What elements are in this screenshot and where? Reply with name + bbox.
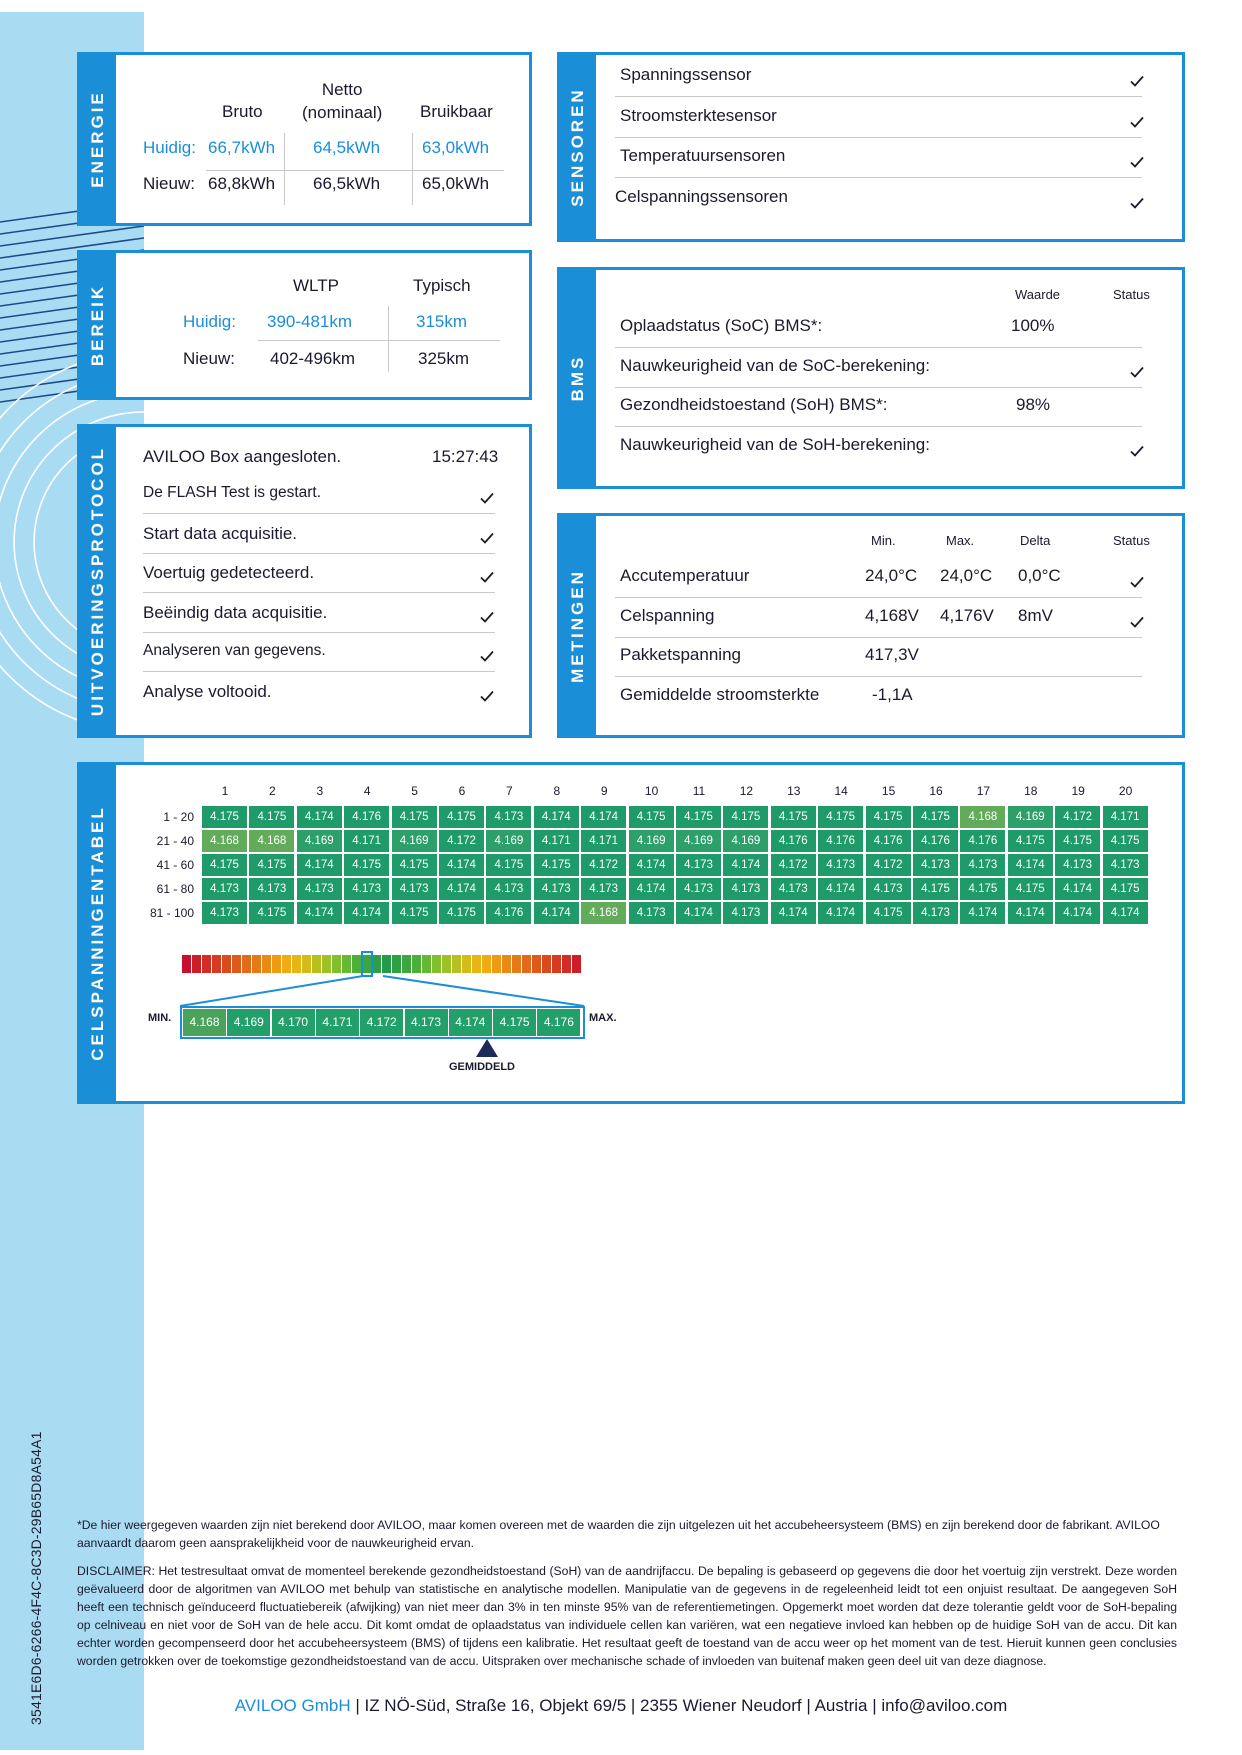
cell-voltage: 4.175 (818, 806, 864, 828)
col-waarde: Waarde (1015, 287, 1061, 302)
footer-address: | IZ NÖ-Süd, Straße 16, Objekt 69/5 | 2355 Wiener Neudorf | Austria | info@aviloo.com (350, 1696, 1008, 1715)
divider (615, 676, 1142, 677)
cell-voltage: 4.175 (1055, 830, 1101, 852)
cell-voltage: 4.174 (818, 878, 864, 900)
scale-segment (472, 955, 481, 973)
scale-value: 4.169 (227, 1009, 271, 1036)
column-header: 3 (316, 784, 324, 798)
protocol-step: Beëindig data acquisitie. (143, 602, 328, 622)
cell-voltage: 4.173 (771, 878, 817, 900)
col-max: Max. (946, 533, 975, 548)
cell-voltage: 4.176 (771, 830, 817, 852)
column-header: 9 (600, 784, 608, 798)
scale-segment (352, 955, 361, 973)
divider (143, 553, 495, 554)
cell-voltage: 4.175 (723, 806, 769, 828)
col-bruto: Bruto (222, 102, 263, 121)
scale-segment (462, 955, 471, 973)
cell-voltage: 4.174 (297, 854, 343, 876)
scale-segment (422, 955, 431, 973)
document-id: 3541E6D6-6266-4F4C-8C3D-29B65D8A54A1 (28, 1431, 44, 1725)
cell-voltage: 4.173 (676, 854, 722, 876)
scale-segment (342, 955, 351, 973)
column-header: 17 (976, 784, 991, 798)
cell-voltage: 4.172 (771, 854, 817, 876)
column-header: 13 (787, 784, 801, 798)
cell-voltage: 4.175 (913, 878, 959, 900)
divider (143, 671, 495, 672)
col-wltp: WLTP (293, 276, 339, 295)
cell-voltage: 4.174 (297, 806, 343, 828)
cell-voltage: 4.173 (1103, 854, 1149, 876)
cell-voltage: 4.174 (629, 854, 675, 876)
cell-voltage: 4.175 (1008, 878, 1054, 900)
divider (388, 306, 389, 372)
column-header: 5 (411, 784, 418, 798)
footnote: *De hier weergegeven waarden zijn niet berekend door AVILOO, maar komen overeen met de waarden die zijn uitgelezen uit het accubeheersysteem (BMS) en zijn berekend door de fabrikant. AVILOO aanvaardt daarom geen aansprakelijkheid voor de nauwkeurigheid ervan. (77, 1518, 1160, 1550)
celspanning-title: CELSPANNINGENTABEL (88, 805, 107, 1061)
col-bruikbaar: Bruikbaar (420, 102, 493, 121)
checkmark-icon (1129, 614, 1145, 630)
sensoren-panel (557, 52, 1185, 242)
cell-voltage: 4.175 (344, 854, 390, 876)
column-header: 4 (363, 784, 371, 798)
bms-row-value: 98% (1016, 395, 1051, 414)
scale-segment (222, 955, 231, 973)
cell-voltage: 4.175 (534, 854, 580, 876)
scale-segment (492, 955, 501, 973)
cell-voltage: 4.174 (344, 902, 390, 924)
divider (615, 387, 1142, 388)
checkmark-icon (1129, 195, 1145, 211)
cell-voltage: 4.176 (960, 830, 1006, 852)
scale-segment (282, 955, 291, 973)
protocol-step: Voertuig gedetecteerd. (143, 563, 315, 582)
bms-row-label: Nauwkeurigheid van de SoH-berekening: (620, 434, 930, 454)
cell-voltage: 4.174 (1008, 854, 1054, 876)
scale-segment (192, 955, 201, 973)
cell-voltage: 4.176 (344, 806, 390, 828)
cell-voltage: 4.174 (723, 854, 769, 876)
column-header: 8 (553, 784, 561, 798)
huidig-bruikbaar: 63,0kWh (422, 138, 490, 157)
cell-voltage: 4.174 (676, 902, 722, 924)
divider (615, 347, 1142, 348)
cell-voltage: 4.169 (1008, 806, 1054, 828)
huidig-wltp: 390-481km (267, 312, 353, 331)
energie-label-band (80, 55, 116, 223)
protocol-header: AVILOO Box aangesloten. (143, 447, 342, 466)
cell-voltage: 4.173 (913, 854, 959, 876)
cell-voltage: 4.175 (771, 806, 817, 828)
checkmark-icon (1129, 364, 1145, 380)
cell-voltage: 4.175 (392, 854, 438, 876)
column-header: 16 (929, 784, 943, 798)
average-marker-icon (476, 1039, 498, 1057)
scale-segment (572, 955, 581, 973)
bms-row-value: 100% (1011, 316, 1055, 335)
cell-voltage: 4.168 (249, 830, 295, 852)
cell-voltage: 4.175 (486, 854, 532, 876)
meting-label: Celspanning (620, 605, 715, 625)
cell-voltage: 4.169 (723, 830, 769, 852)
footer (0, 1696, 1242, 1716)
row-header: 41 - 60 (156, 858, 194, 872)
cell-voltage: 4.173 (913, 902, 959, 924)
cell-voltage: 4.173 (202, 878, 248, 900)
cell-voltage: 4.168 (960, 806, 1006, 828)
divider (206, 170, 504, 171)
row-huidig-label: Huidig: (143, 138, 196, 157)
sensoren-label-band (560, 55, 596, 239)
scale-segment (252, 955, 261, 973)
scale-value: 4.176 (537, 1009, 581, 1036)
cell-voltage: 4.176 (913, 830, 959, 852)
cell-voltage: 4.176 (818, 830, 864, 852)
cell-voltage: 4.175 (960, 878, 1006, 900)
meting-label: Pakketspanning (620, 645, 741, 664)
scale-segment (432, 955, 441, 973)
checkmark-icon (1129, 154, 1145, 170)
scale-segment (412, 955, 421, 973)
cell-voltage: 4.174 (534, 806, 580, 828)
footer-brand: AVILOO GmbH (234, 1696, 351, 1715)
cell-voltage: 4.169 (486, 830, 532, 852)
checkmark-icon (479, 569, 495, 585)
sensor-item: Celspanningssensoren (615, 186, 788, 206)
scale-segment (332, 955, 341, 973)
metingen-panel (557, 513, 1185, 738)
column-header: 7 (506, 784, 513, 798)
nieuw-typisch: 325km (418, 349, 470, 368)
cell-voltage: 4.174 (581, 806, 627, 828)
cell-voltage: 4.169 (629, 830, 675, 852)
cell-voltage: 4.173 (960, 854, 1006, 876)
max-label: MAX. (589, 1012, 617, 1024)
divider (258, 340, 500, 341)
cell-voltage: 4.174 (1055, 902, 1101, 924)
row-nieuw-label: Nieuw: (183, 349, 235, 368)
divider (615, 426, 1142, 427)
row-header: 21 - 40 (156, 834, 194, 848)
cell-voltage: 4.175 (202, 854, 248, 876)
scale-segment (242, 955, 251, 973)
col-delta: Delta (1020, 533, 1051, 548)
column-header: 1 (221, 784, 229, 798)
meting-min: 417,3V (865, 645, 919, 664)
cell-voltage: 4.174 (1008, 902, 1054, 924)
huidig-typisch: 315km (416, 312, 468, 331)
meting-delta: 0,0°C (1018, 566, 1061, 585)
scale-segment (322, 955, 331, 973)
scale-segment (402, 955, 411, 973)
col-min: Min. (871, 533, 896, 548)
protocol-step: De FLASH Test is gestart. (143, 484, 322, 501)
disclaimer: DISCLAIMER: Het testresultaat omvat de momenteel berekende gezondheidstoestand (SoH) van de aandrijfaccu. De bepaling is gebaseerd op gegevens die door het voertuig zijn verstrekt. Deze worden geëvalueerd door de algoritmen van AVILOO met behulp van statistische en analytische modellen. Manipulatie van de gegevens in de regeleenheid leidt tot een onjuist resultaat. De aangegeven SoH heeft een technisch geïnduceerd fluctuatiebereik (afwijking) van niet meer dan 3% in ten minste 95% van de referentiemetingen. Opgemerkt moet worden dat deze tolerantie geldt voor de SoH-bepaling op celniveau en niet voor de SoH van de hele accu. Dit komt omdat de oplaadstatus van individuele cellen kan variëren, wat een negatieve invloed kan hebben op de huidige SoH van de accu. Dit kan echter worden gecompenseerd door het accubeheersysteem (BMS) of tijdens een kalibratie. Het resultaat geeft de toestand van de accu weer op het moment van de test. Hieruit kunnen geen conclusies worden getrokken over de toekomstige gezondheidstoestand van de accu. Uitspraken over mechanische schade of invloeden van buitenaf maken geen deel uit van deze diagnose. (77, 1564, 1177, 1668)
checkmark-icon (479, 530, 495, 546)
bereik-label-band (80, 253, 116, 397)
column-header: 2 (269, 784, 276, 798)
metingen-label-band (560, 516, 596, 735)
scale-segment (272, 955, 281, 973)
divider (143, 592, 495, 593)
cell-voltage: 4.174 (818, 902, 864, 924)
divider (615, 597, 1142, 598)
protocol-title: UITVOERINGSPROTOCOL (88, 445, 107, 717)
cell-voltage: 4.175 (439, 902, 485, 924)
huidig-netto: 64,5kWh (313, 138, 381, 157)
meting-delta: 8mV (1018, 605, 1053, 625)
scale-segment (392, 955, 401, 973)
cell-voltage: 4.175 (629, 806, 675, 828)
bereik-panel (77, 250, 532, 400)
meting-min: -1,1A (872, 684, 913, 704)
cell-voltage: 4.169 (392, 830, 438, 852)
sensor-item: Temperatuursensoren (620, 146, 786, 165)
bms-label-band (560, 270, 596, 486)
cell-voltage: 4.173 (723, 878, 769, 900)
protocol-step: Analyse voltooid. (143, 681, 272, 701)
cell-voltage: 4.173 (723, 902, 769, 924)
nieuw-wltp: 402-496km (270, 349, 356, 368)
sensor-item: Spanningssensor (620, 65, 752, 84)
energie-panel (77, 52, 532, 226)
cell-voltage: 4.175 (1103, 878, 1149, 900)
scale-segment (522, 955, 531, 973)
checkmark-icon (1129, 114, 1145, 130)
checkmark-icon (1129, 73, 1145, 89)
divider (615, 637, 1142, 638)
cell-voltage: 4.169 (297, 830, 343, 852)
column-header: 15 (881, 784, 896, 798)
row-huidig-label: Huidig: (183, 312, 236, 331)
cell-voltage: 4.175 (392, 806, 438, 828)
column-header: 20 (1118, 784, 1133, 798)
cell-voltage: 4.175 (439, 806, 485, 828)
cell-voltage: 4.175 (392, 902, 438, 924)
nieuw-netto: 66,5kWh (313, 174, 381, 193)
cell-voltage: 4.173 (202, 902, 248, 924)
cell-voltage: 4.175 (249, 806, 295, 828)
row-header: 61 - 80 (156, 882, 194, 896)
cell-voltage: 4.174 (1103, 902, 1149, 924)
scale-segment (382, 955, 391, 973)
scale-segment (202, 955, 211, 973)
scale-value: 4.168 (183, 1009, 227, 1036)
protocol-time: 15:27:43 (432, 447, 499, 466)
scale-segment (262, 955, 271, 973)
cell-voltage: 4.175 (913, 806, 959, 828)
scale-segment (502, 955, 511, 973)
cell-voltage: 4.174 (1055, 878, 1101, 900)
scale-segment (312, 955, 321, 973)
scale-value: 4.175 (493, 1009, 537, 1036)
cell-voltage: 4.175 (202, 806, 248, 828)
scale-segment (542, 955, 551, 973)
column-header: 14 (834, 784, 848, 798)
scale-value: 4.174 (449, 1009, 493, 1036)
bms-row-label: Nauwkeurigheid van de SoC-berekening: (620, 355, 930, 375)
bms-row-label: Oplaadstatus (SoC) BMS*: (620, 316, 823, 335)
bms-row-label: Gezondheidstoestand (SoH) BMS*: (620, 395, 888, 414)
cell-voltage: 4.176 (486, 902, 532, 924)
checkmark-icon (1129, 443, 1145, 459)
cell-voltage: 4.171 (534, 830, 580, 852)
cell-voltage: 4.172 (439, 830, 485, 852)
checkmark-icon (479, 648, 495, 664)
cell-voltage: 4.173 (249, 878, 295, 900)
scale-value: 4.170 (272, 1009, 316, 1036)
col-status: Status (1113, 287, 1150, 302)
scale-segment (452, 955, 461, 973)
checkmark-icon (1129, 574, 1145, 590)
meting-min: 4,168V (865, 605, 919, 625)
cell-voltage: 4.175 (1103, 830, 1149, 852)
row-header: 1 - 20 (163, 810, 194, 824)
cell-voltage: 4.175 (866, 902, 912, 924)
column-header: 6 (458, 784, 466, 798)
uitvoeringsprotocol-panel (77, 424, 532, 738)
cell-voltage: 4.173 (344, 878, 390, 900)
cell-voltage: 4.171 (1103, 806, 1149, 828)
protocol-label-band (80, 427, 116, 735)
celspanning-label-band (80, 765, 116, 1101)
col-netto: Netto (nominaal) (302, 80, 383, 122)
bereik-title: BEREIK (88, 283, 107, 367)
cell-voltage: 4.173 (486, 878, 532, 900)
cell-voltage: 4.174 (439, 854, 485, 876)
scale-segment (512, 955, 521, 973)
scale-segment (372, 955, 381, 973)
protocol-step: Analyseren van gegevens. (143, 642, 326, 659)
cell-voltage: 4.175 (866, 806, 912, 828)
meting-min: 24,0°C (865, 566, 918, 585)
col-status: Status (1113, 533, 1150, 548)
meting-max: 24,0°C (940, 566, 993, 585)
checkmark-icon (479, 609, 495, 625)
cell-voltage: 4.173 (629, 902, 675, 924)
sensoren-title: SENSOREN (568, 87, 587, 207)
column-header: 12 (739, 784, 754, 798)
column-header: 11 (692, 784, 706, 798)
col-typisch: Typisch (413, 276, 471, 295)
cell-voltage: 4.174 (439, 878, 485, 900)
cell-voltage: 4.172 (581, 854, 627, 876)
divider (615, 177, 1142, 178)
scale-value: 4.173 (405, 1009, 449, 1036)
cell-voltage: 4.173 (866, 878, 912, 900)
scale-segment (292, 955, 301, 973)
nieuw-bruto: 68,8kWh (208, 174, 276, 193)
row-nieuw-label: Nieuw: (143, 174, 195, 193)
cell-voltage: 4.174 (771, 902, 817, 924)
column-header: 18 (1024, 784, 1038, 798)
cell-voltage: 4.173 (676, 878, 722, 900)
scale-segment (232, 955, 241, 973)
divider (143, 513, 495, 514)
cell-voltage: 4.173 (818, 854, 864, 876)
checkmark-icon (479, 688, 495, 704)
min-label: MIN. (148, 1012, 172, 1024)
scale-segment (302, 955, 311, 973)
cell-voltage: 4.171 (344, 830, 390, 852)
row-header: 81 - 100 (149, 906, 194, 920)
scale-segment (532, 955, 541, 973)
cell-voltage: 4.173 (297, 878, 343, 900)
divider (412, 133, 413, 205)
bms-title: BMS (568, 354, 587, 402)
average-label: GEMIDDELD (449, 1061, 515, 1073)
column-header: 10 (644, 784, 659, 798)
cell-voltage: 4.171 (581, 830, 627, 852)
cell-voltage: 4.168 (581, 902, 627, 924)
scale-value: 4.171 (316, 1009, 360, 1036)
huidig-bruto: 66,7kWh (208, 138, 276, 157)
cell-voltage: 4.173 (1055, 854, 1101, 876)
scale-value: 4.172 (360, 1009, 404, 1036)
cell-voltage: 4.174 (960, 902, 1006, 924)
meting-label: Gemiddelde stroomsterkte (620, 684, 820, 704)
scale-connector (180, 972, 600, 1008)
metingen-title: METINGEN (568, 568, 587, 683)
energie-title: ENERGIE (88, 90, 107, 188)
cell-voltage: 4.168 (202, 830, 248, 852)
cell-voltage: 4.174 (534, 902, 580, 924)
scale-segment (482, 955, 491, 973)
divider (615, 137, 1142, 138)
meting-label: Accutemperatuur (620, 566, 750, 585)
cell-voltage: 4.173 (581, 878, 627, 900)
checkmark-icon (479, 490, 495, 506)
divider (284, 133, 285, 205)
cell-voltage: 4.174 (297, 902, 343, 924)
nieuw-bruikbaar: 65,0kWh (422, 174, 490, 193)
sensor-item: Stroomsterktesensor (620, 105, 777, 125)
bms-panel (557, 267, 1185, 489)
cell-voltage: 4.175 (1008, 830, 1054, 852)
protocol-step: Start data acquisitie. (143, 523, 298, 543)
cell-voltage: 4.173 (534, 878, 580, 900)
cell-voltage: 4.173 (486, 806, 532, 828)
meting-max: 4,176V (940, 605, 994, 625)
scale-segment (552, 955, 561, 973)
divider (615, 96, 1142, 97)
cell-voltage: 4.175 (249, 854, 295, 876)
cell-voltage: 4.169 (676, 830, 722, 852)
scale-segment (212, 955, 221, 973)
cell-voltage: 4.174 (629, 878, 675, 900)
cell-voltage: 4.175 (249, 902, 295, 924)
cell-voltage: 4.173 (392, 878, 438, 900)
cell-voltage: 4.172 (866, 854, 912, 876)
scale-segment (182, 955, 191, 973)
divider (143, 632, 495, 633)
scale-segment (442, 955, 451, 973)
cell-voltage: 4.175 (676, 806, 722, 828)
column-header: 19 (1071, 784, 1085, 798)
cell-voltage: 4.172 (1055, 806, 1101, 828)
scale-segment (562, 955, 571, 973)
cell-voltage: 4.176 (866, 830, 912, 852)
